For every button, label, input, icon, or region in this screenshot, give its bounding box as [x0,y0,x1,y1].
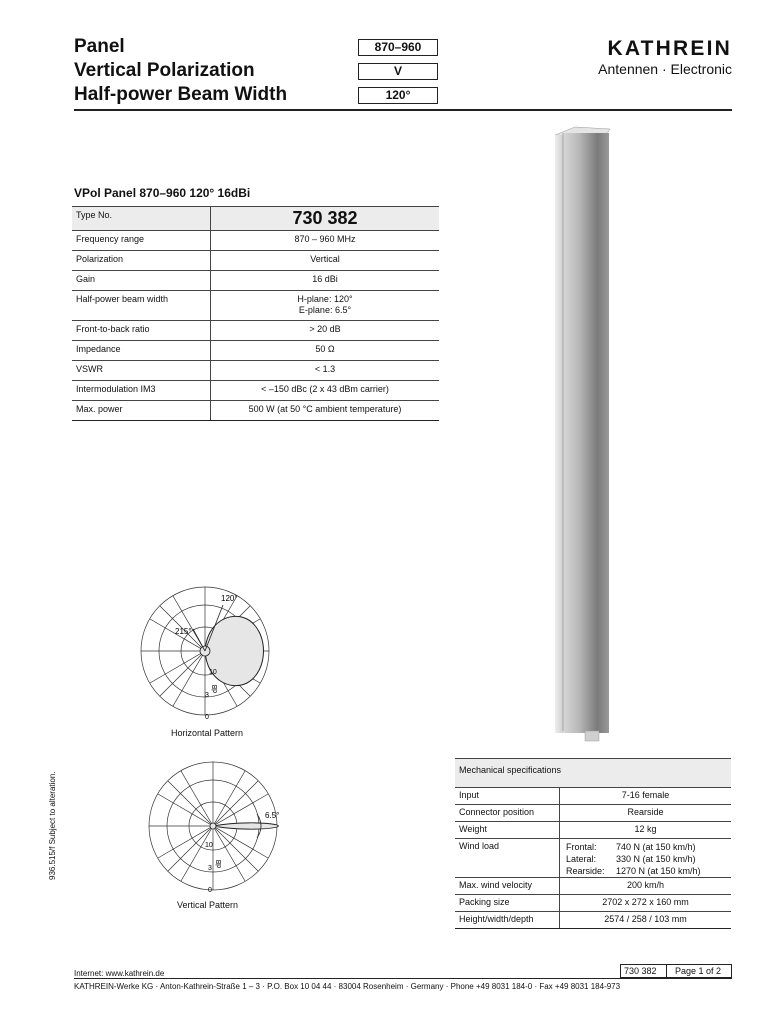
row-value: 2702 x 272 x 160 mm [560,895,732,912]
brand-logo: KATHREIN [607,37,732,60]
row-value: 2574 / 258 / 103 mm [560,912,732,929]
row-value: Rearside [560,805,732,822]
row-value: 200 km/h [560,878,732,895]
table-row [455,805,731,822]
wind-val-rearside: 1270 N (at 150 km/h) [616,866,701,876]
vertical-angle: 6.5° [265,811,280,820]
row-label: Front-to-back ratio [72,321,211,341]
product-title: VPol Panel 870–960 120° 16dBi [74,186,251,200]
wind-val-frontal: 740 N (at 150 km/h) [616,842,696,852]
table-row [455,788,731,805]
vertical-pattern-caption: Vertical Pattern [177,900,239,910]
horizontal-angle-main: 120° [221,594,238,603]
horizontal-scale-3: 3 [205,692,209,699]
table-row-type [72,207,439,231]
row-label: Packing size [455,895,560,912]
row-value: 870 – 960 MHz [211,231,440,251]
spec-box-polarization: V [358,63,438,80]
horizontal-scale-10: 10 [209,669,217,676]
row-value: 50 Ω [211,341,440,361]
e-plane-value: E-plane: 6.5° [298,305,352,315]
spec-box-frequency: 870–960 [358,39,438,56]
vertical-scale-0: 0 [208,887,212,894]
horizontal-pattern-caption: Horizontal Pattern [171,728,244,738]
title-polarization: Vertical Polarization [74,60,255,81]
wind-dir-lateral: Lateral: [566,854,597,864]
title-beam-width: Half-power Beam Width [74,84,288,105]
wind-val-lateral: 330 N (at 150 km/h) [616,854,696,864]
antenna-image [545,125,625,745]
row-label: Max. power [72,401,211,421]
mechanical-header-row [455,759,731,788]
type-label: Type No. [72,207,211,231]
row-value: 16 dBi [211,271,440,291]
row-label: Frequency range [72,231,211,251]
table-row [72,341,439,361]
row-label: Polarization [72,251,211,271]
vertical-unit: dB [216,859,223,868]
horizontal-pattern-diagram [135,585,275,725]
vertical-scale-3: 3 [208,865,212,872]
table-row [72,231,439,251]
footer-rule [74,978,732,979]
horizontal-angle-side: 215° [175,627,192,636]
title-panel: Panel [74,36,125,57]
row-value: 500 W (at 50 °C ambient temperature) [211,401,440,421]
table-row-wind-load [455,839,731,878]
page-number: Page 1 of 2 [675,966,722,976]
header-rule [74,109,732,111]
row-label: Gain [72,271,211,291]
footer-internet-link[interactable]: Internet: www.kathrein.de [74,969,165,978]
row-value: > 20 dB [211,321,440,341]
mechanical-spec-table [455,758,731,929]
row-label: Impedance [72,341,211,361]
table-row [72,401,439,421]
page-box-divider [666,965,667,977]
table-row [72,321,439,341]
horizontal-scale-0: 0 [205,714,209,721]
table-row [72,291,439,321]
type-number: 730 382 [211,207,440,231]
table-row [455,878,731,895]
row-label: Connector position [455,805,560,822]
row-value: 7-16 female [560,788,732,805]
mechanical-title: Mechanical specifications [455,759,731,788]
table-row [72,381,439,401]
vertical-pattern-diagram [135,758,285,898]
wind-load-values [560,839,732,878]
table-row [455,912,731,929]
page-indicator [620,964,732,978]
table-row [455,895,731,912]
footer-type-code: 730 382 [624,966,657,976]
vertical-pattern-lobe [213,823,279,829]
row-value: < 1.3 [211,361,440,381]
row-label: Wind load [455,839,560,878]
vertical-scale-10: 10 [205,842,213,849]
wind-dir-rearside: Rearside: [566,866,605,876]
table-row [455,822,731,839]
row-label: Input [455,788,560,805]
table-row [72,271,439,291]
row-value: < –150 dBc (2 x 43 dBm carrier) [211,381,440,401]
row-label: Weight [455,822,560,839]
row-value: 12 kg [560,822,732,839]
brand-subtitle: Antennen · Electronic [598,61,732,77]
row-value [211,291,440,321]
table-row [72,361,439,381]
row-label: Half-power beam width [72,291,211,321]
spec-box-beam-width: 120° [358,87,438,104]
h-plane-value: H-plane: 120° [297,294,353,304]
row-label: VSWR [72,361,211,381]
row-label: Height/width/depth [455,912,560,929]
subject-to-alteration-note: 936.515/f Subject to alteration. [48,771,57,880]
row-label: Intermodulation IM3 [72,381,211,401]
wind-dir-frontal: Frontal: [566,842,597,852]
horizontal-unit: dB [212,684,219,693]
row-value: Vertical [211,251,440,271]
product-spec-table [72,206,439,421]
row-label: Max. wind velocity [455,878,560,895]
footer-address: KATHREIN-Werke KG · Anton-Kathrein-Straße 1 – 3 · P.O. Box 10 04 44 · 83004 Rosenheim · Germany · Phone +49 8031 184-0 · Fax +49 8031 184-973 [74,982,621,991]
table-row [72,251,439,271]
